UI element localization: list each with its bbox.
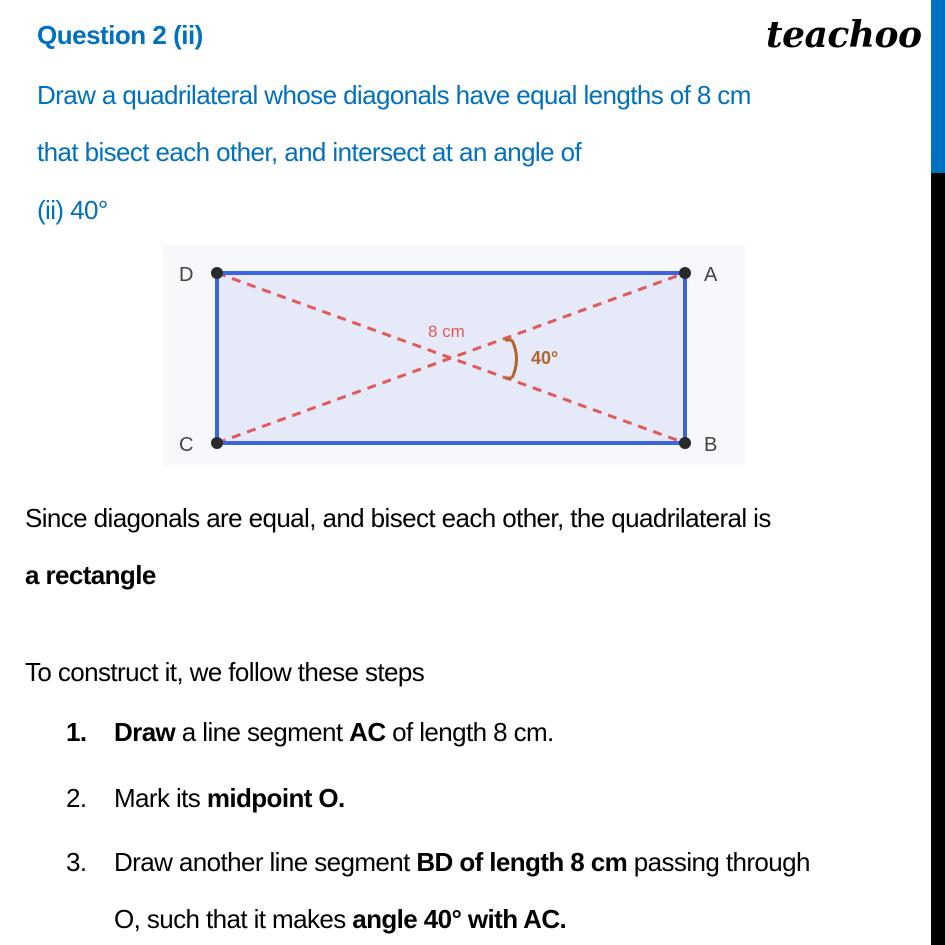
- step-text: passing through: [627, 847, 810, 877]
- step-text-bold: AC: [349, 717, 386, 747]
- vertex-label-d: D: [179, 264, 194, 286]
- diagonal-length-label: 8 cm: [428, 322, 465, 341]
- step-number: 2.: [66, 783, 87, 813]
- rectangle-figure: [163, 245, 745, 465]
- angle-label: 40°: [531, 348, 559, 368]
- step-text: a line segment: [175, 717, 350, 747]
- question-title: Question 2 (ii): [37, 20, 203, 50]
- step-text-bold: Draw: [114, 717, 176, 747]
- steps-intro: To construct it, we follow these steps: [25, 657, 425, 687]
- step-text-bold: BD of length 8 cm: [416, 847, 628, 877]
- question-line-2: that bisect each other, and intersect at an angle of: [37, 137, 582, 167]
- answer-line-1: Since diagonals are equal, and bisect each other, the quadrilateral is: [25, 503, 771, 533]
- point-c: [211, 437, 223, 449]
- step-3-continuation: [114, 904, 566, 935]
- step-text: of length 8 cm.: [385, 717, 554, 747]
- step-text: Draw another line segment: [114, 847, 417, 877]
- answer-conclusion: a rectangle: [25, 560, 156, 590]
- step-number: 1.: [66, 717, 87, 747]
- vertex-label-a: A: [704, 264, 718, 286]
- point-a: [679, 267, 691, 279]
- vertex-label-c: C: [179, 434, 194, 456]
- point-d: [211, 267, 223, 279]
- step-text-bold: angle 40° with AC.: [352, 904, 567, 934]
- step-2: [66, 783, 345, 814]
- point-b: [679, 437, 691, 449]
- step-text: Mark its: [114, 783, 207, 813]
- question-line-3: (ii) 40°: [37, 195, 108, 225]
- step-1: [66, 717, 554, 748]
- teachoo-logo: teachoo: [766, 14, 922, 56]
- rectangle-diagram: [163, 245, 745, 465]
- side-accent-bar-black: [931, 173, 945, 945]
- step-number: 3.: [66, 847, 87, 877]
- question-line-1: Draw a quadrilateral whose diagonals have equal lengths of 8 cm: [37, 80, 751, 110]
- side-accent-bar-blue: [931, 0, 945, 173]
- step-text-bold: midpoint O.: [206, 783, 345, 813]
- step-text: O, such that it makes: [114, 904, 353, 934]
- vertex-label-b: B: [704, 434, 718, 456]
- step-3: [66, 847, 810, 878]
